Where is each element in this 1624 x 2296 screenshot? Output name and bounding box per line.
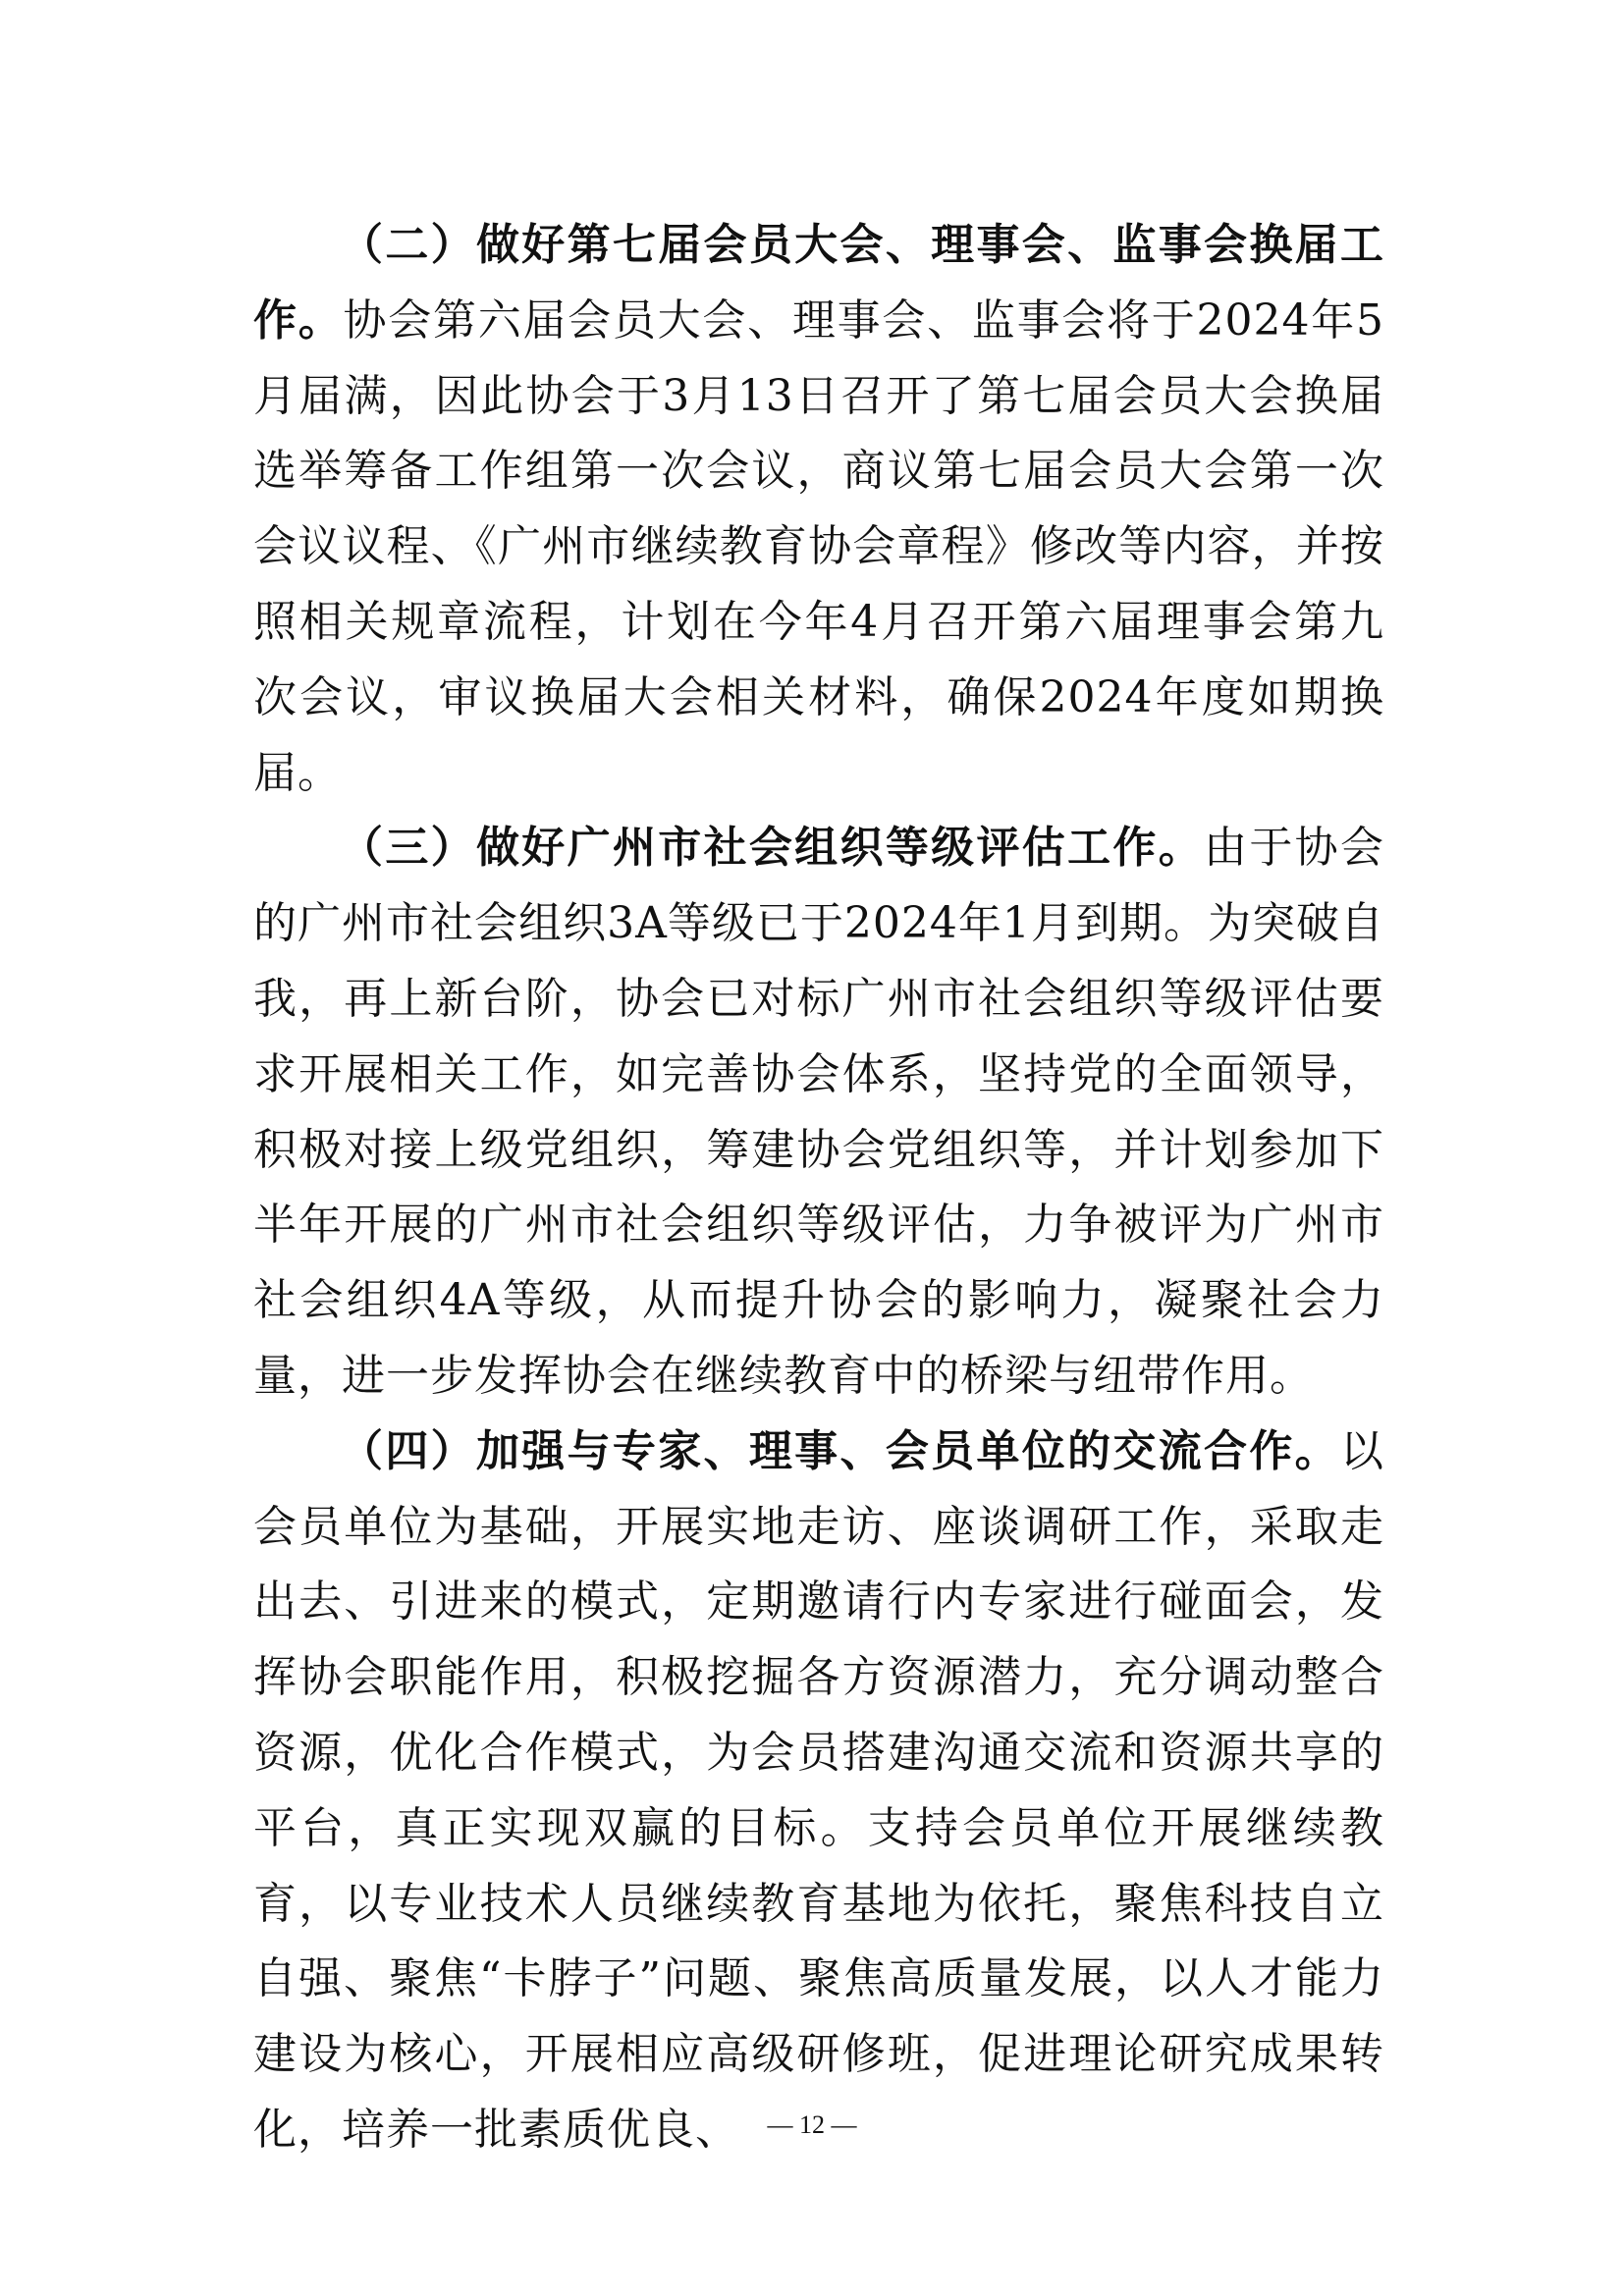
paragraph-cooperation — [253, 1415, 1384, 2168]
section-heading-election: （二）做好第七届会员大会、理事会、监事会换届工作。 — [253, 220, 1384, 346]
paragraph-text-evaluation: 由于协会的广州市社会组织3A等级已于2024年1月到期。为突破自我，再上新台阶，协会已对标广州市社会组织等级评估要求开展相关工作，如完善协会体系，坚持党的全面领导，积极对接上级党组织，筹建协会党组织等，并计划参加下半年开展的广州市社会组织等级评估，力争被评为广州市社会组织4A等级，从而提升协会的影响力，凝聚社会力量，进一步发挥协会在继续教育中的桥梁与纽带作用。 — [253, 823, 1385, 1401]
paragraph-evaluation — [253, 811, 1384, 1414]
paragraph-text-election: 协会第六届会员大会、理事会、监事会将于2024年5月届满，因此协会于3月13日召开了第七届会员大会换届选举筹备工作组第一次会议，商议第七届会员大会第一次会议议程、《广州市继续教育协会章程》修改等内容，并按照相关规章流程，计划在今年4月召开第六届理事会第九次会议，审议换届大会相关材料，确保2024年度如期换届。 — [253, 294, 1384, 798]
document-body — [253, 208, 1384, 2168]
section-heading-cooperation: （四）加强与专家、理事、会员单位的交流合作。 — [340, 1425, 1340, 1476]
paragraph-election — [253, 208, 1384, 811]
page-number: — 12 — — [767, 2110, 857, 2139]
section-heading-evaluation: （三）做好广州市社会组织等级评估工作。 — [340, 823, 1205, 874]
paragraph-text-cooperation: 以会员单位为基础，开展实地走访、座谈调研工作，采取走出去、引进来的模式，定期邀请行内专家进行碰面会，发挥协会职能作用，积极挖掘各方资源潜力，充分调动整合资源，优化合作模式，为会员搭建沟通交流和资源共享的平台，真正实现双赢的目标。支持会员单位开展继续教育，以专业技术人员继续教育基地为依托，聚焦科技自立自强、聚焦“卡脖子”问题、聚焦高质量发展，以人才能力建设为核心，开展相应高级研修班，促进理论研究成果转化，培养一批素质优良、 — [253, 1425, 1384, 2155]
